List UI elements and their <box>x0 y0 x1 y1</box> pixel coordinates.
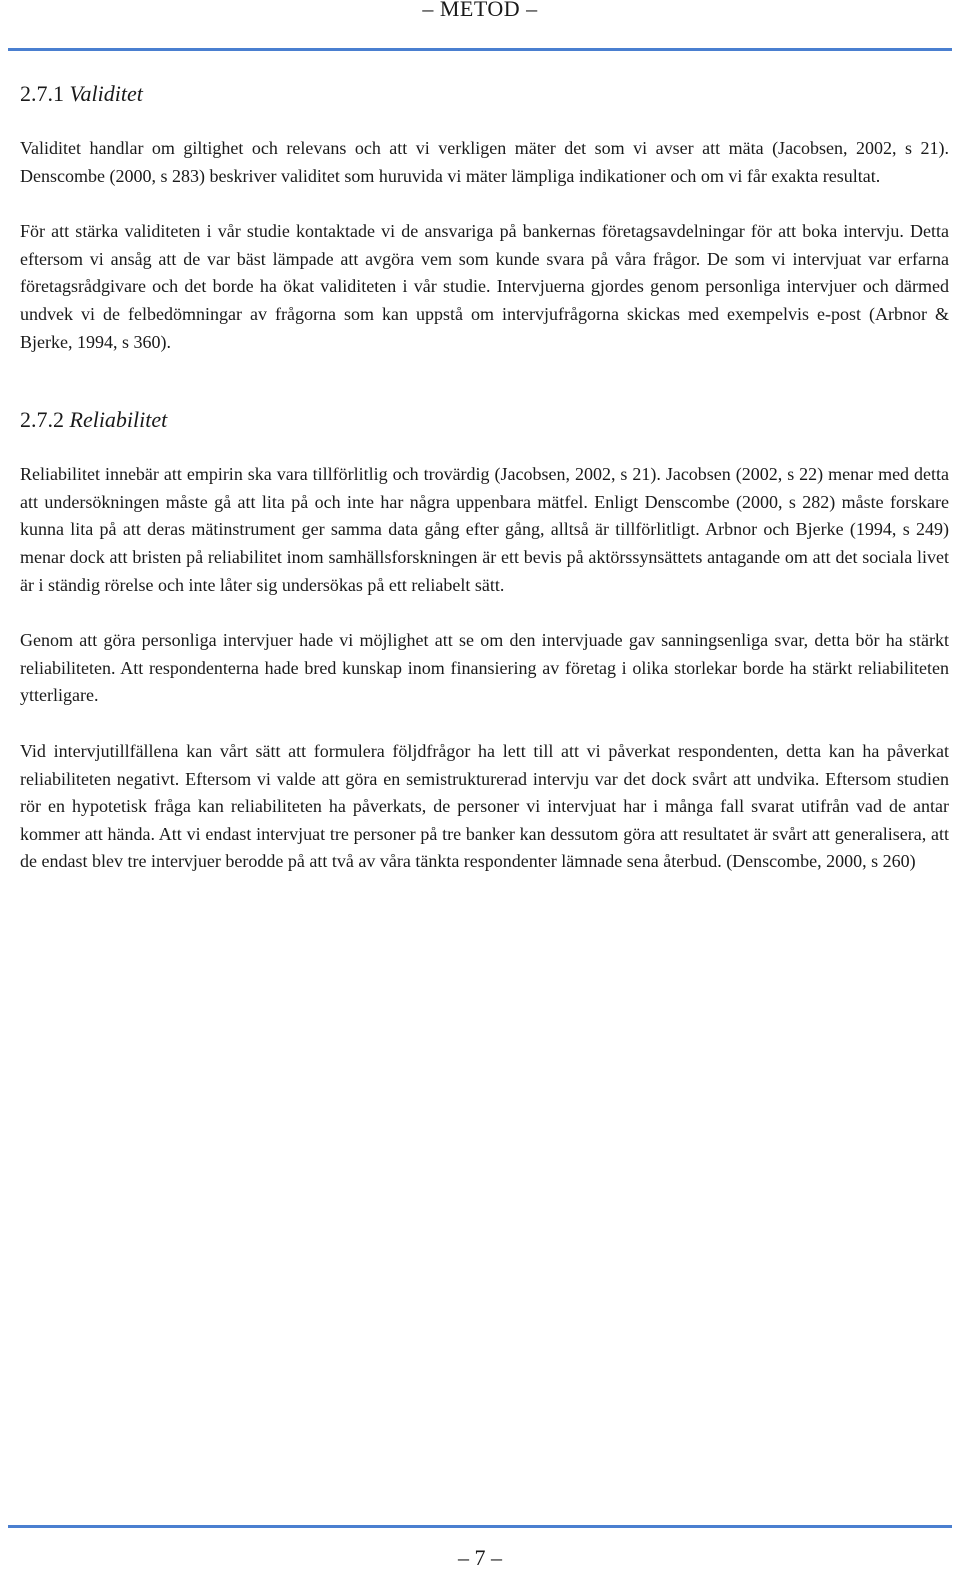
paragraph: Validitet handlar om giltighet och relevans och att vi verkligen mäter det som vi avser att mäta (Jacobsen, 2002, s 21). Denscombe (2000, s 283) beskriver validitet som huruvida vi mäter lämpliga indikationer och om vi får exakta resultat. <box>20 138 949 186</box>
header-rule <box>8 48 952 51</box>
page-number: – 7 – <box>458 1545 502 1570</box>
section-title: Reliabilitet <box>69 407 168 433</box>
page-body <box>20 80 949 876</box>
paragraph: Genom att göra personliga intervjuer hade vi möjlighet att se om den intervjuade gav sanningsenliga svar, detta bör ha stärkt reliabiliteten. Att respondenterna hade bred kunskap inom finansiering av företag i olika storlekar borde ha stärkt reliabiliteten ytterligare. <box>20 630 949 706</box>
section-title: Validitet <box>69 81 143 106</box>
section-heading-reliabilitet <box>20 406 949 434</box>
section-number: 2.7.2 <box>20 407 64 433</box>
running-header: – METOD – <box>422 0 538 21</box>
paragraph: Reliabilitet innebär att empirin ska vara tillförlitlig och trovärdig (Jacobsen, 2002, s 21). Jacobsen (2002, s 22) menar med detta att undersökningen måste gå att lita på och inte har några uppenbara mätfel. Enligt Denscombe (2000, s 282) måste forskare kunna lita på att deras mätinstrument ger samma data gång efter gång, alltså är tillförlitligt. Arbnor och Bjerke (1994, s 249) menar dock att bristen på reliabilitet inom samhällsforskningen är ett bevis på aktörssynsättets antagande om att det sociala livet är i ständig rörelse och inte låter sig undersökas på ett reliabelt sätt. <box>20 464 949 595</box>
paragraph: För att stärka validiteten i vår studie kontaktade vi de ansvariga på bankernas företagsavdelningar för att boka intervju. Detta eftersom vi ansåg att de var bäst lämpade att avgöra vem som kunde svara på våra frågor. De som vi intervjuat var erfarna företagsrådgivare och det borde ha ökat validiteten i vår studie. Intervjuerna gjordes genom personliga intervjuer och därmed undvek vi de felbedömningar av frågorna som kan uppstå om intervjufrågorna skickas med exempelvis e-post (Arbnor & Bjerke, 1994, s 360). <box>20 221 949 352</box>
section-number: 2.7.1 <box>20 81 64 106</box>
section-heading-validitet <box>20 80 949 108</box>
paragraph: Vid intervjutillfällena kan vårt sätt att formulera följdfrågor ha lett till att vi påverkat respondenten, detta kan ha påverkat reliabiliteten negativt. Eftersom vi valde att göra en semistrukturerad intervju var det dock svårt att undvika. Eftersom studien rör en hypotetisk fråga kan reliabiliteten ha påverkats, de personer vi intervjuat har i många fall svarat utifrån vad de antar kommer att hända. Att vi endast intervjuat tre personer på tre banker kan dessutom göra att resultatet är svårt att generalisera, att de endast blev tre intervjuer berodde på att två av våra tänkta respondenter lämnade sena återbud. (Denscombe, 2000, s 260) <box>20 740 949 872</box>
footer-rule <box>8 1525 952 1528</box>
